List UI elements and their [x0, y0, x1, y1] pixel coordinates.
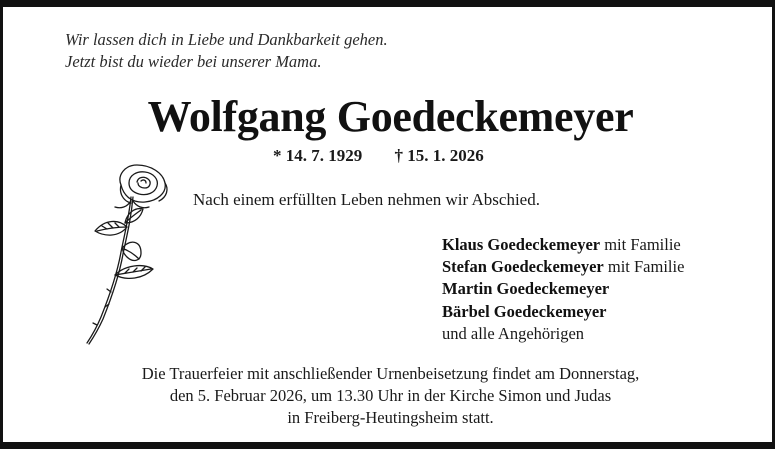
life-dates [273, 145, 484, 167]
mourner-name: Klaus Goedeckemeyer [442, 235, 601, 254]
service-details [3, 363, 775, 429]
rose-icon [81, 157, 181, 347]
service-line-2: den 5. Februar 2026, um 13.30 Uhr in der Kirche Simon und Judas [169, 386, 612, 405]
relatives-text: und alle Angehörigen [442, 323, 585, 343]
death-date: † 15. 1. 2026 [394, 146, 484, 165]
service-line-3: in Freiberg-Heutingsheim statt. [287, 408, 494, 427]
mourners-list [442, 234, 684, 345]
motto [65, 29, 388, 73]
mourner-suffix: mit Familie [600, 235, 681, 254]
mourner-name: Martin Goedeckemeyer [442, 279, 610, 299]
motto-line-2: Jetzt bist du wieder bei unserer Mama. [65, 52, 322, 71]
service-line-1: Die Trauerfeier mit anschließender Urnenbeisetzung findet am Donnerstag, [141, 364, 640, 383]
mourner-row [442, 234, 684, 256]
mourner-suffix: mit Familie [603, 257, 685, 277]
mourner-row [442, 256, 684, 278]
mourner-row [442, 323, 684, 345]
mourner-name: Bärbel Goedeckemeyer [442, 301, 607, 321]
birth-date: * 14. 7. 1929 [273, 146, 363, 165]
deceased-name: Wolfgang Goedeckemeyer [147, 92, 634, 141]
mourner-name: Stefan Goedeckemeyer [442, 257, 604, 277]
farewell-text: Nach einem erfüllten Leben nehmen wir Abschied. [193, 190, 540, 209]
motto-line-1: Wir lassen dich in Liebe und Dankbarkeit gehen. [65, 30, 388, 49]
mourner-row [442, 301, 684, 323]
mourner-row [442, 278, 684, 300]
